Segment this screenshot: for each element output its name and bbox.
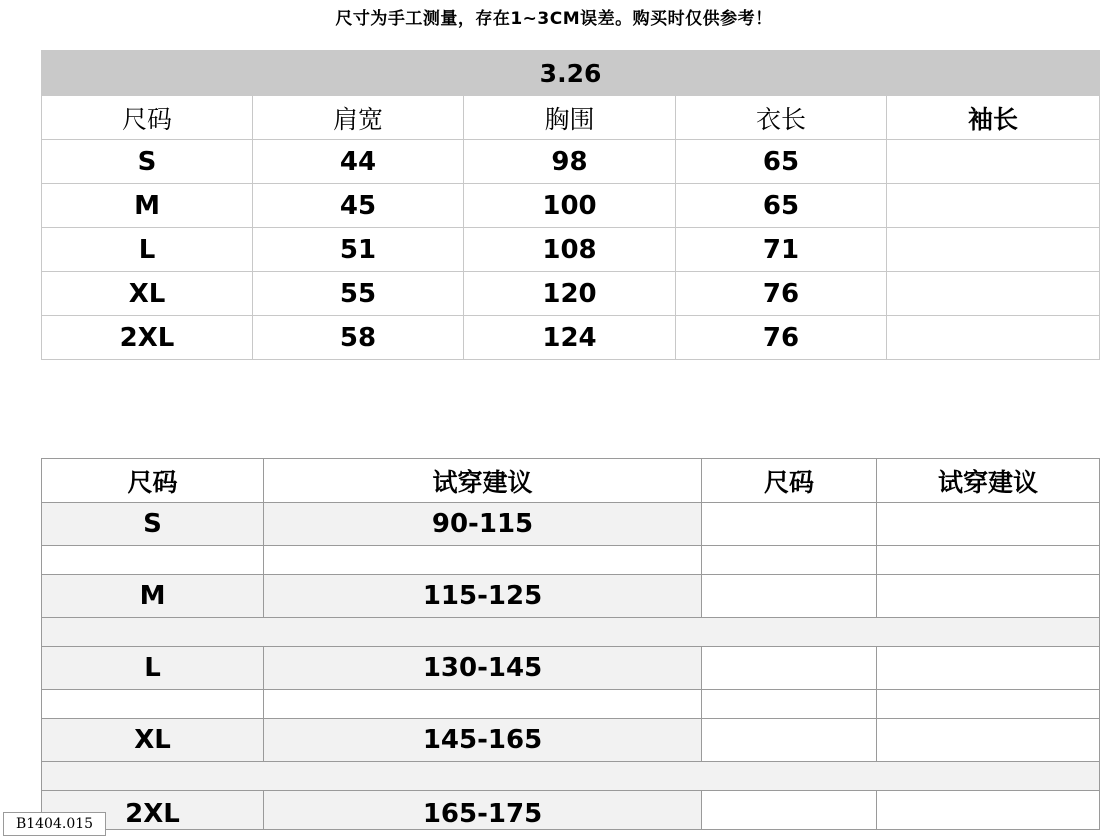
cell-size: 2XL	[42, 316, 253, 360]
header-sleeve: 袖长	[887, 96, 1100, 140]
cell-chest: 100	[464, 184, 676, 228]
header-fit-suggestion: 试穿建议	[264, 459, 702, 503]
size-table-title: 3.26	[42, 51, 1100, 96]
cell-range: 130-145	[264, 647, 702, 690]
cell-shoulder: 55	[253, 272, 464, 316]
table-row	[42, 719, 1100, 762]
cell-shoulder: 44	[253, 140, 464, 184]
cell-range: 145-165	[264, 719, 702, 762]
cell-empty	[877, 575, 1100, 618]
table-row	[42, 228, 1100, 272]
header-size: 尺码	[42, 459, 264, 503]
fit-suggestion-table	[41, 458, 1100, 830]
cell-chest: 98	[464, 140, 676, 184]
header-fit-suggestion-2: 试穿建议	[877, 459, 1100, 503]
header-size: 尺码	[42, 96, 253, 140]
measurement-notice: 尺寸为手工测量，存在1~3CM误差。购买时仅供参考！	[335, 9, 773, 29]
table-row	[42, 503, 1100, 546]
cell-size: 2XL	[42, 791, 264, 830]
table-row	[42, 140, 1100, 184]
table-row	[42, 647, 1100, 690]
cell-length: 71	[676, 228, 887, 272]
cell-empty	[877, 719, 1100, 762]
cell-size: M	[42, 184, 253, 228]
table-row	[42, 791, 1100, 830]
spacer-row	[42, 546, 1100, 575]
cell-sleeve	[887, 228, 1100, 272]
table-row	[42, 575, 1100, 618]
table-row	[42, 316, 1100, 360]
cell-range: 165-175	[264, 791, 702, 830]
spacer-row	[42, 762, 1100, 791]
cell-length: 76	[676, 316, 887, 360]
cell-empty	[702, 719, 877, 762]
header-size-2: 尺码	[702, 459, 877, 503]
cell-size: L	[42, 647, 264, 690]
cell-size: XL	[42, 272, 253, 316]
size-measurement-table	[41, 50, 1100, 360]
cell-size: S	[42, 140, 253, 184]
cell-sleeve	[887, 316, 1100, 360]
cell-empty	[702, 647, 877, 690]
cell-size: M	[42, 575, 264, 618]
cell-size: S	[42, 503, 264, 546]
cell-shoulder: 45	[253, 184, 464, 228]
cell-sleeve	[887, 272, 1100, 316]
cell-empty	[877, 647, 1100, 690]
cell-shoulder: 58	[253, 316, 464, 360]
cell-length: 76	[676, 272, 887, 316]
table-row	[42, 272, 1100, 316]
cell-length: 65	[676, 184, 887, 228]
cell-chest: 120	[464, 272, 676, 316]
cell-empty	[877, 503, 1100, 546]
cell-empty	[702, 791, 877, 830]
cell-size: L	[42, 228, 253, 272]
spacer-row	[42, 618, 1100, 647]
cell-sleeve	[887, 140, 1100, 184]
header-chest: 胸围	[464, 96, 676, 140]
cell-sleeve	[887, 184, 1100, 228]
cell-empty	[702, 503, 877, 546]
table-row	[42, 184, 1100, 228]
cell-range: 90-115	[264, 503, 702, 546]
header-length: 衣长	[676, 96, 887, 140]
header-shoulder: 肩宽	[253, 96, 464, 140]
cell-size: XL	[42, 719, 264, 762]
cell-chest: 124	[464, 316, 676, 360]
cell-shoulder: 51	[253, 228, 464, 272]
product-code-label: B1404.015	[3, 812, 106, 836]
cell-range: 115-125	[264, 575, 702, 618]
cell-chest: 108	[464, 228, 676, 272]
cell-empty	[877, 791, 1100, 830]
cell-length: 65	[676, 140, 887, 184]
cell-empty	[702, 575, 877, 618]
spacer-row	[42, 690, 1100, 719]
